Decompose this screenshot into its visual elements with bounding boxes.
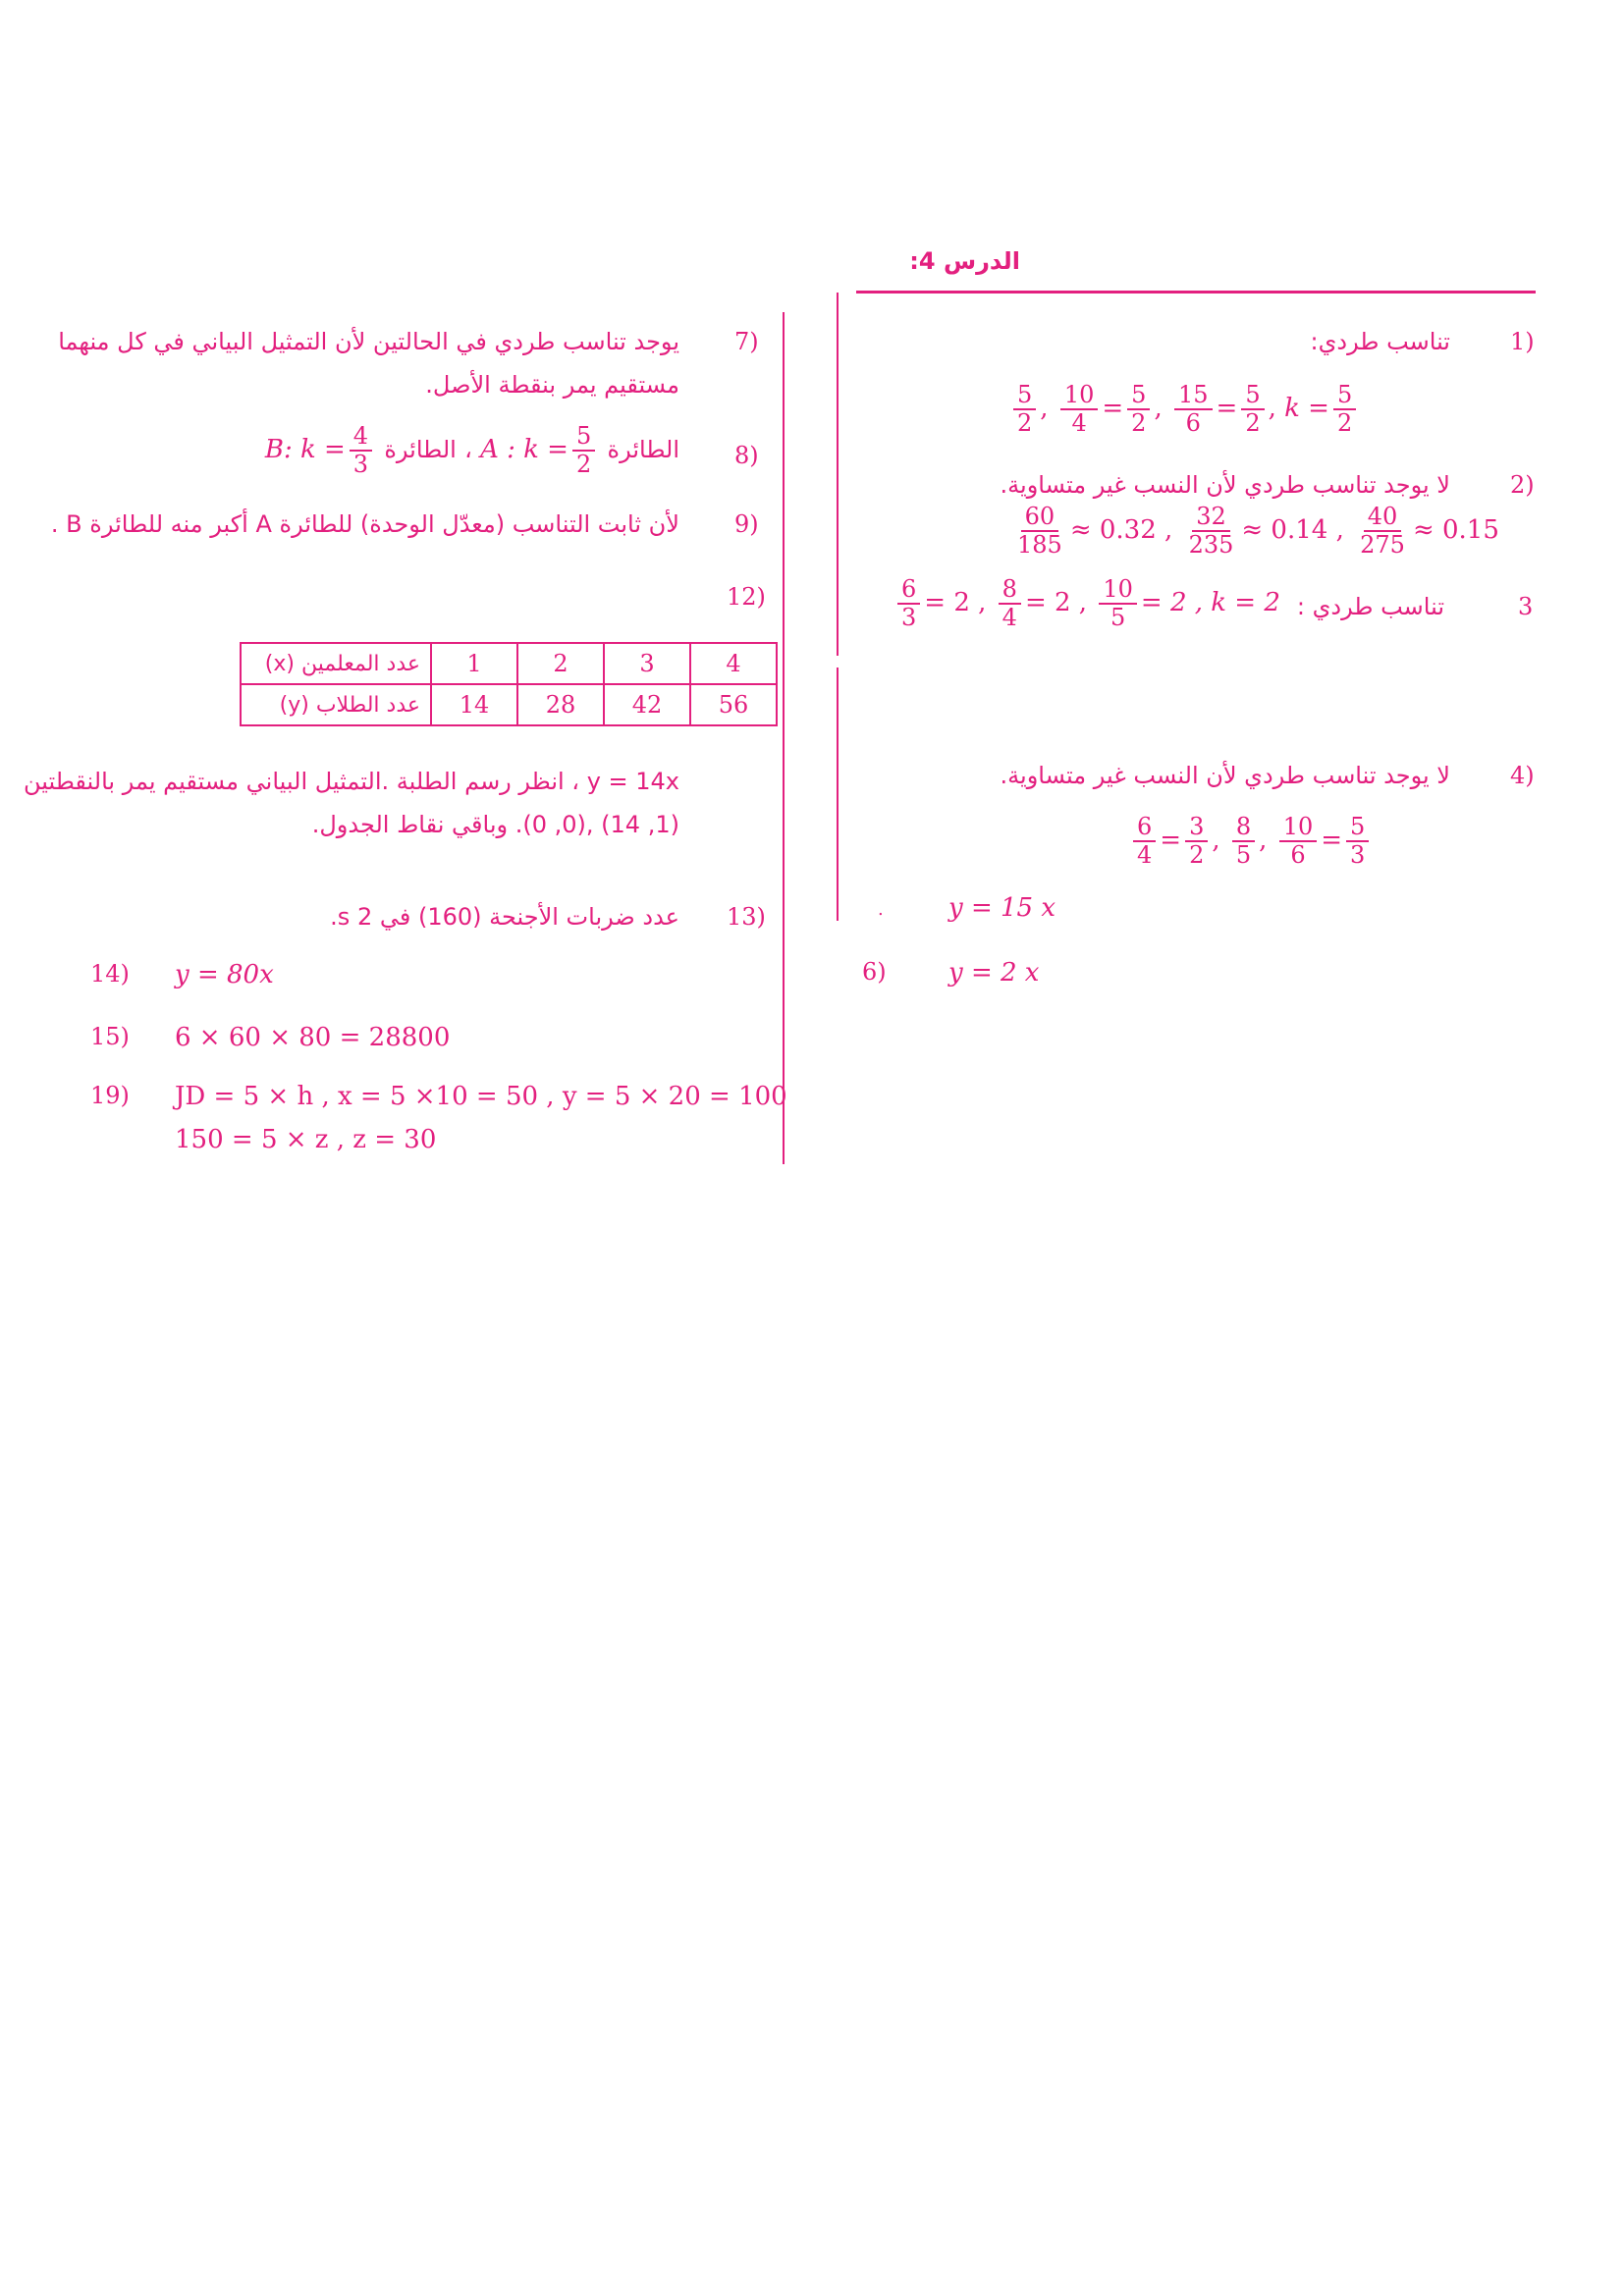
q9-number: 9) <box>734 510 759 538</box>
q12-line2: (1, 14) ,(0, 0). وباقي نقاط الجدول. <box>311 811 679 838</box>
q4-text: لا يوجد تناسب طردي لأن النسب غير متساوية. <box>1000 762 1450 789</box>
q4-number: 4) <box>1510 762 1535 789</box>
fraction: $\frac{8}{5}$ <box>1232 815 1255 868</box>
q1-text: تناسب طردي: <box>1310 328 1450 355</box>
q2-text: لا يوجد تناسب طردي لأن النسب غير متساوية. <box>1000 471 1450 499</box>
q3-number: 3 <box>1518 593 1534 620</box>
fraction: $\frac{5}{3}$ <box>1346 815 1369 868</box>
table-row <box>241 643 777 684</box>
table-cell: 28 <box>517 684 604 725</box>
fraction: $\frac{10}{4}$ <box>1060 383 1099 436</box>
q9-text: لأن ثابت التناسب (معدّل الوحدة) للطائرة A أكبر منه للطائرة B . <box>50 510 679 538</box>
q7-number: 7) <box>734 328 759 355</box>
table-cell: 1 <box>431 643 517 684</box>
fraction: $\frac{5}{2}$ <box>1241 383 1264 436</box>
q2-equation: $\frac{60}{185}$ ≈ 0.32 , $\frac{32}{235}$ ≈ 0.14 , $\frac{40}{275}$ ≈ 0.15 <box>1009 505 1499 558</box>
fraction: $\frac{8}{4}$ <box>999 577 1021 630</box>
q15-equation: 6 × 60 × 80 = 28800 <box>175 1023 451 1052</box>
fraction: $\frac{10}{5}$ <box>1099 577 1137 630</box>
q15-number: 15) <box>90 1023 130 1050</box>
column-divider-right-lower <box>837 667 839 921</box>
lesson-title: الدرس 4: <box>909 247 1020 275</box>
q8-answer: الطائرة A : k = $\frac{5}{2}$ ، الطائرة B: k = $\frac{4}{3}$ <box>264 422 679 479</box>
q6-number: 6) <box>862 958 887 986</box>
q19-number: 19) <box>90 1082 130 1109</box>
fraction: $\frac{32}{235}$ <box>1188 503 1234 560</box>
fraction: $\frac{10}{6}$ <box>1279 815 1318 868</box>
q3-text: تناسب طردي : <box>1296 593 1444 620</box>
q14-number: 14) <box>90 960 130 988</box>
q12-number: 12) <box>727 583 766 611</box>
header-rule <box>856 291 1536 294</box>
table-cell: 4 <box>690 643 777 684</box>
fraction: $\frac{15}{6}$ <box>1174 383 1213 436</box>
table-cell: 14 <box>431 684 517 725</box>
q4-equation: $\frac{6}{4}$ = $\frac{3}{2}$ , $\frac{8}{5}$ , $\frac{10}{6}$ = $\frac{5}{3}$ <box>1129 815 1373 868</box>
q19-line2: 150 = 5 × z , z = 30 <box>175 1125 437 1154</box>
q3-equation: $\frac{6}{3}$ = 2 , $\frac{8}{4}$ = 2 , $\frac{10}{5}$ = 2 , k = 2 <box>893 577 1280 630</box>
fraction: $\frac{5}{2}$ <box>1013 383 1036 436</box>
fraction: $\frac{4}{3}$ <box>350 424 372 477</box>
fraction: $\frac{5}{2}$ <box>572 424 595 477</box>
column-divider-left <box>783 312 785 1164</box>
table-row-label: عدد الطلاب (y) <box>241 684 431 725</box>
table-cell: 3 <box>604 643 690 684</box>
q19-line1: JD = 5 × h , x = 5 ×10 = 50 , y = 5 × 20 = 100 <box>175 1082 787 1111</box>
q13-text: عدد ضربات الأجنحة (160) في 2 s. <box>330 903 679 931</box>
q8-number: 8) <box>734 442 759 469</box>
fraction: $\frac{6}{3}$ <box>897 577 920 630</box>
q5-mark: . <box>878 899 884 920</box>
table-cell: 42 <box>604 684 690 725</box>
table-cell: 2 <box>517 643 604 684</box>
q12-table <box>240 642 778 726</box>
table-row-label: عدد المعلمين (x) <box>241 643 431 684</box>
q6-equation: y = 2 x <box>948 958 1040 988</box>
q1-equation: $\frac{5}{2}$ , $\frac{10}{4}$ = $\frac{5}{2}$ , $\frac{15}{6}$ = $\frac{5}{2}$ , k = $\frac{5}{2}$ <box>1009 383 1360 436</box>
fraction: $\frac{5}{2}$ <box>1127 383 1150 436</box>
q13-number: 13) <box>727 903 766 931</box>
q12-line1: y = 14x ، انظر رسم الطلبة .التمثيل البياني مستقيم يمر بالنقطتين <box>23 768 679 795</box>
table-cell: 56 <box>690 684 777 725</box>
q7-line1: يوجد تناسب طردي في الحالتين لأن التمثيل البياني في كل منهما <box>58 328 679 355</box>
table-row <box>241 684 777 725</box>
q2-number: 2) <box>1510 471 1535 499</box>
q1-number: 1) <box>1510 328 1535 355</box>
q5-equation: y = 15 x <box>948 893 1056 923</box>
fraction: $\frac{3}{2}$ <box>1185 815 1208 868</box>
q14-equation: y = 80x <box>175 960 274 989</box>
fraction: $\frac{6}{4}$ <box>1133 815 1156 868</box>
q7-line2: مستقيم يمر بنقطة الأصل. <box>425 371 679 399</box>
column-divider-right <box>837 293 839 656</box>
fraction: $\frac{40}{275}$ <box>1360 503 1405 560</box>
fraction: $\frac{60}{185}$ <box>1017 503 1062 560</box>
fraction: $\frac{5}{2}$ <box>1333 383 1356 436</box>
